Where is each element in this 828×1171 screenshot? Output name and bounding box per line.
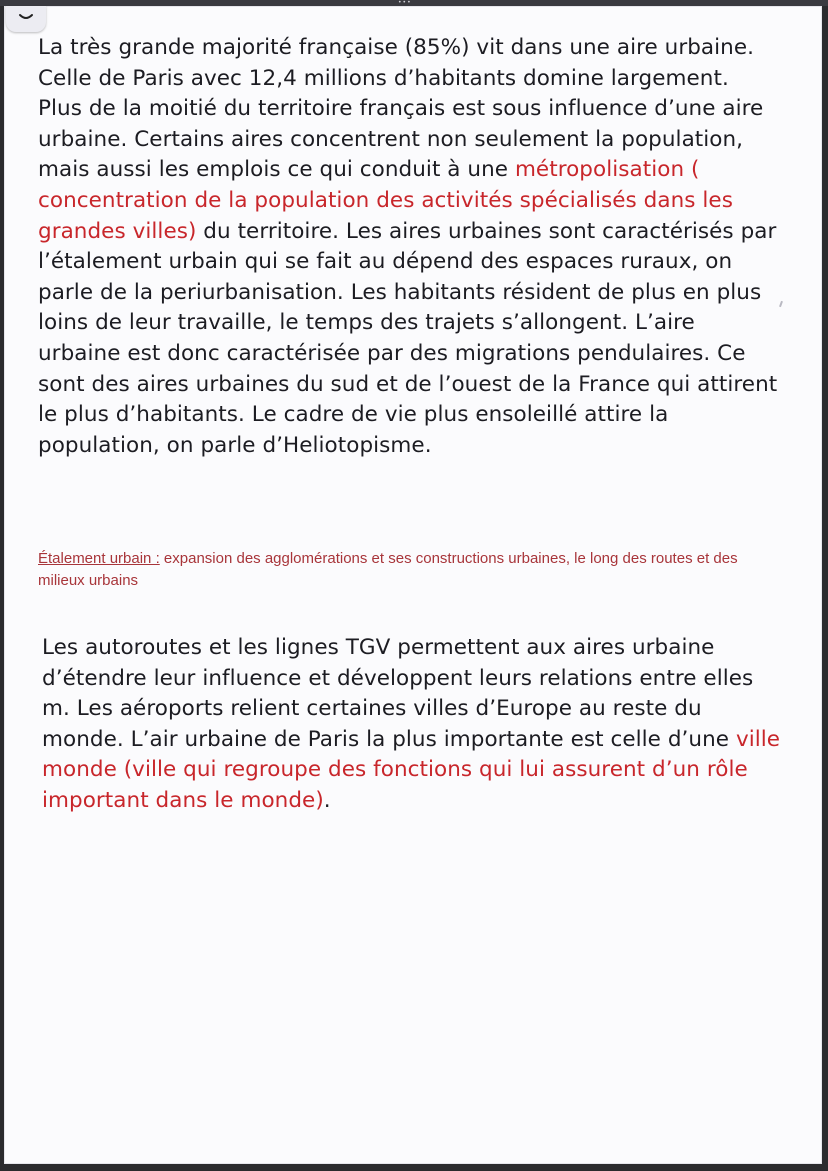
collapse-button[interactable] [6, 6, 46, 32]
definition-text: expansion des agglomérations et ses constructions urbaines, le long des routes et des milieux urbains [38, 550, 738, 589]
paragraph-ville-monde [42, 633, 782, 817]
drag-handle[interactable]: ••• [398, 0, 412, 6]
paragraph-text: Les autoroutes et les lignes TGV permettent aux aires urbaine d’étendre leur influence et développent leurs relations entre elles m. Les aéroports relient certaines villes d’Europe au reste du monde. L’air urbaine de Paris la plus importante est celle d’une [42, 635, 754, 752]
paragraph-text: . [323, 787, 331, 813]
chevron-down-icon [18, 13, 34, 23]
paragraph-metropolisation [38, 33, 778, 461]
highlighted-definition: ville monde (ville qui regroupe des fonctions qui lui assurent d’un rôle important dans le monde) [42, 726, 781, 813]
paragraph-text: La très grande majorité française (85%) vit dans une aire urbaine. Celle de Paris avec 12,4 millions d’habitants domine largement. Plus de la moitié du territoire français est sous influence d’une aire urbaine. Certains aires concentrent non seulement la population, mais aussi les emplois ce qui conduit à une [38, 35, 764, 183]
scan-speck [779, 301, 783, 307]
paragraph-text: du territoire. Les aires urbaines sont caractérisés par l’étalement urbain qui se fait au dépend des espaces ruraux, on parle de la periurbanisation. Les habitants résident de plus en plus loins de leur travaille, le temps des trajets s’allongent. L’aire urbaine est donc caractérisée par des migrations pendulaires. Ce sont des aires urbaines du sud et de l’ouest de la France qui attirent le plus d’habitants. Le cadre de vie plus ensoleillé attire la population, on parle d’Heliotopisme. [38, 218, 778, 458]
definition-term: Étalement urbain : [38, 550, 160, 567]
highlighted-definition: métropolisation ( concentration de la population des activités spécialisés dans les grandes villes) [38, 157, 733, 244]
definition-note [38, 548, 768, 592]
